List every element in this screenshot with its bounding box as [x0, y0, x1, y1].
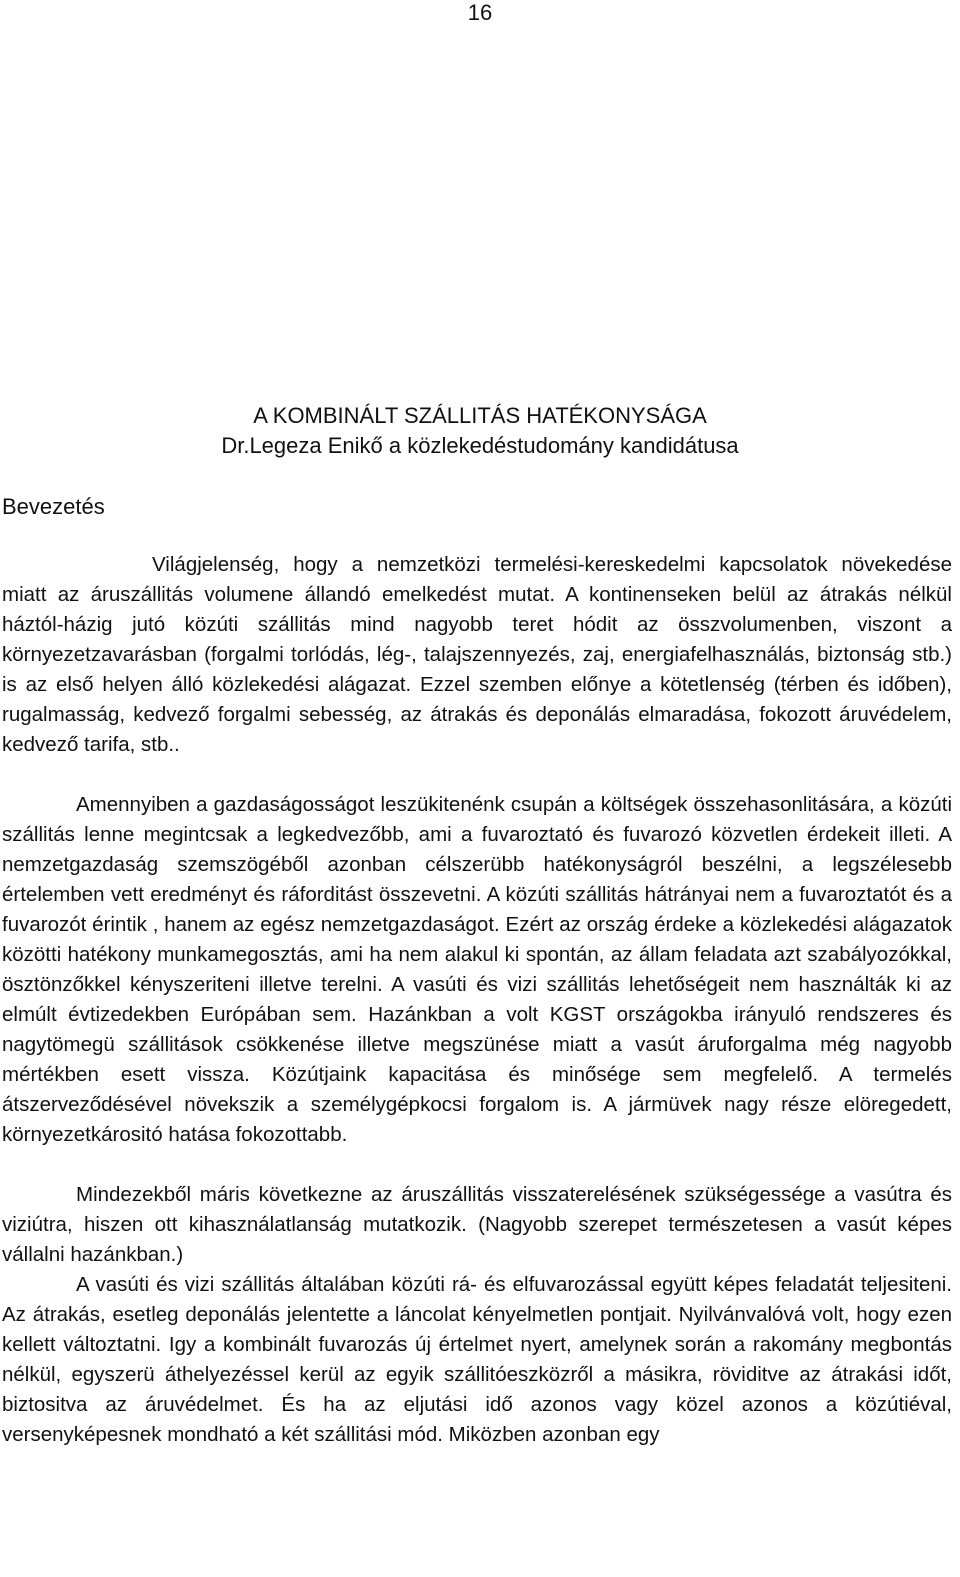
title-block: [0, 401, 960, 461]
author-line: Dr.Legeza Enikő a közlekedéstudomány kandidátusa: [221, 433, 739, 458]
page-number: 16: [467, 0, 493, 25]
body-text: [2, 550, 952, 1450]
paragraph-1: Világjelenség, hogy a nemzetközi termelési-kereskedelmi kapcsolatok növekedése miatt az áruszállitás volumene állandó emelkedést mutat. A kontinenseken belül az átrakás nélkül háztól-házig jutó közúti szállitás mind nagyobb teret hódit az összvolumenben, viszont a környezetzavarásban (forgalmi torlódás, lég-, talajszennyezés, zaj, energiafelhasználás, biztonság stb.) is az első helyen álló közlekedési alágazat. Ezzel szemben előnye a kötetlenség (térben és időben), rugalmasság, kedvező forgalmi sebesség, az átrakás és deponálás elmaradása, fokozott áruvédelem, kedvező tarifa, stb..: [2, 553, 952, 756]
paragraph-2: Amennyiben a gazdaságosságot leszükitenénk csupán a költségek összehasonlitására, a közúti szállitás lenne megintcsak a legkedvezőbb, ami a fuvaroztató és fuvarozó közvetlen érdekeit illeti. A nemzetgazdaság szemszögéből azonban célszerübb hatékonyságról beszélni, a legszélesebb értelemben vett eredményt és ráforditást összevetni. A közúti szállitás hátrányai nem a fuvaroztatót és a fuvarozót érintik , hanem az egész nemzetgazdaságot. Ezért az ország érdeke a közlekedési alágazatok közötti hatékony munkamegosztás, ami ha nem alakul ki spontán, az állam feladata azt szabályozókkal, ösztönzőkkel kényszeriteni illetve terelni. A vasúti és vizi szállitás lehetőségeit nem használták ki az elmúlt évtizedekben Európában sem. Hazánkban a volt KGST országokba irányuló rendszeres és nagytömegü szállitások csökkenése illetve megszünése miatt a vasút áruforgalma még nagyobb mértékben esett vissza. Közútjaink kapacitása és minősége sem megfelelő. A termelés átszerveződésével növekszik a személygépkocsi forgalom is. A jármüvek nagy része elöregedett, környezetkárositó hatása fokozottabb.: [2, 793, 952, 1146]
paragraph-3: Mindezekből máris következne az áruszállitás visszaterelésének szükségessége a vasútra és viziútra, hiszen ott kihasználatlanság mutatkozik. (Nagyobb szerepet természetesen a vasút képes vállalni hazánkban.): [2, 1183, 952, 1266]
paragraph-4: A vasúti és vizi szállitás általában közúti rá- és elfuvarozással együtt képes feladatát teljesiteni. Az átrakás, esetleg deponálás jelentette a láncolat kényelmetlen pontjait. Nyilvánvalóvá volt, hogy ezen kellett változtatni. Igy a kombinált fuvarozás új értelmet nyert, amelynek során a rakomány megbontás nélkül, egyszerü áthelyezéssel kerül az egyik szállitóeszközről a másikra, röviditve az átrakási időt, biztositva az áruvédelmet. És ha az eljutási idő azonos vagy közel azonos a közútiéval, versenyképesnek mondható a két szállitási mód. Miközben azonban egy: [2, 1273, 952, 1446]
section-heading: Bevezetés: [2, 494, 105, 519]
document-title: A KOMBINÁLT SZÁLLITÁS HATÉKONYSÁGA: [253, 403, 707, 428]
